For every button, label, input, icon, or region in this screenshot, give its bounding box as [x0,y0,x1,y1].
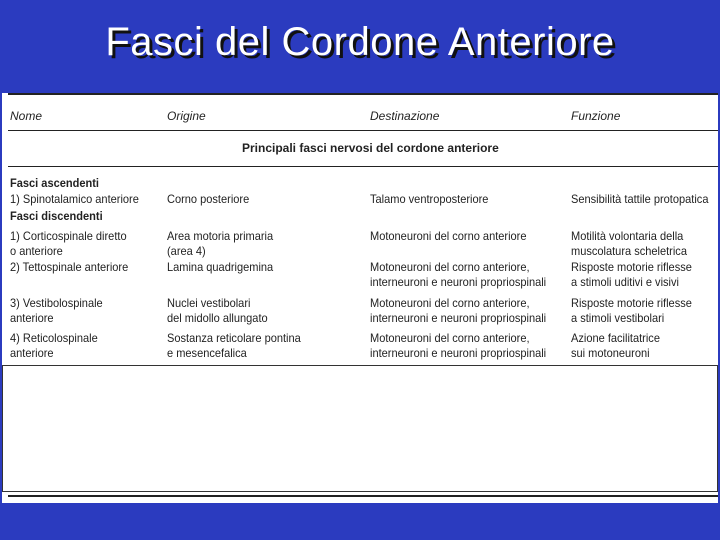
row-origin: Nuclei vestibolari [167,296,251,310]
slide-title: Fasci del Cordone Anteriore [105,20,615,64]
row-destination-cont: interneuroni e neuroni propriospinali [370,311,547,325]
header-function: Funzione [571,109,621,123]
group-descending-label: Fasci discendenti [10,209,103,223]
subtitle-rule [8,166,718,167]
row-name: 3) Vestibolospinale [10,296,103,310]
row-function-cont: a stimoli uditivi e visivi [571,275,679,289]
row-name: 4) Reticolospinale [10,331,98,345]
row-destination: Motoneuroni del corno anteriore [370,229,527,243]
row-origin: Lamina quadrigemina [167,260,274,274]
row-function: Sensibilità tattile protopatica [571,192,709,206]
row-origin-cont: e mesencefalica [167,346,247,360]
row-function-cont: sui motoneuroni [571,346,650,360]
header-origin: Origine [167,109,206,123]
row-function: Risposte motorie riflesse [571,296,692,310]
row-destination: Motoneuroni del corno anteriore, [370,260,530,274]
row-name-cont: o anteriore [10,244,63,258]
header-destination: Destinazione [370,109,440,123]
row-name-cont: anteriore [10,346,54,360]
row-destination: Motoneuroni del corno anteriore, [370,296,530,310]
row-origin: Area motoria primaria [167,229,274,243]
row-function: Motilità volontaria della [571,229,684,243]
row-function-cont: a stimoli vestibolari [571,311,665,325]
group-ascending-label: Fasci ascendenti [10,176,99,190]
table-bottom-rule [8,495,718,497]
row-function-cont: muscolatura scheletrica [571,244,687,258]
row-destination-cont: interneuroni e neuroni propriospinali [370,275,547,289]
row-origin-cont: del midollo allungato [167,311,268,325]
row-name: 2) Tettospinale anteriore [10,260,129,274]
row-origin: Sostanza reticolare pontina [167,331,301,345]
header-rule [8,130,718,131]
row-function: Risposte motorie riflesse [571,260,692,274]
row-destination: Motoneuroni del corno anteriore, [370,331,530,345]
lower-frame [2,365,718,492]
row-name: 1) Spinotalamico anteriore [10,192,139,206]
table-top-rule [8,93,718,95]
header-name: Nome [10,109,43,123]
row-destination-cont: interneuroni e neuroni propriospinali [370,346,547,360]
row-destination: Talamo ventroposteriore [370,192,489,206]
row-name-cont: anteriore [10,311,54,325]
row-function: Azione facilitatrice [571,331,660,345]
row-name: 1) Corticospinale diretto [10,229,127,243]
row-origin-cont: (area 4) [167,244,206,258]
row-origin: Corno posteriore [167,192,250,206]
table-panel [2,93,718,503]
table-subtitle: Principali fasci nervosi del cordone anteriore [242,141,499,155]
